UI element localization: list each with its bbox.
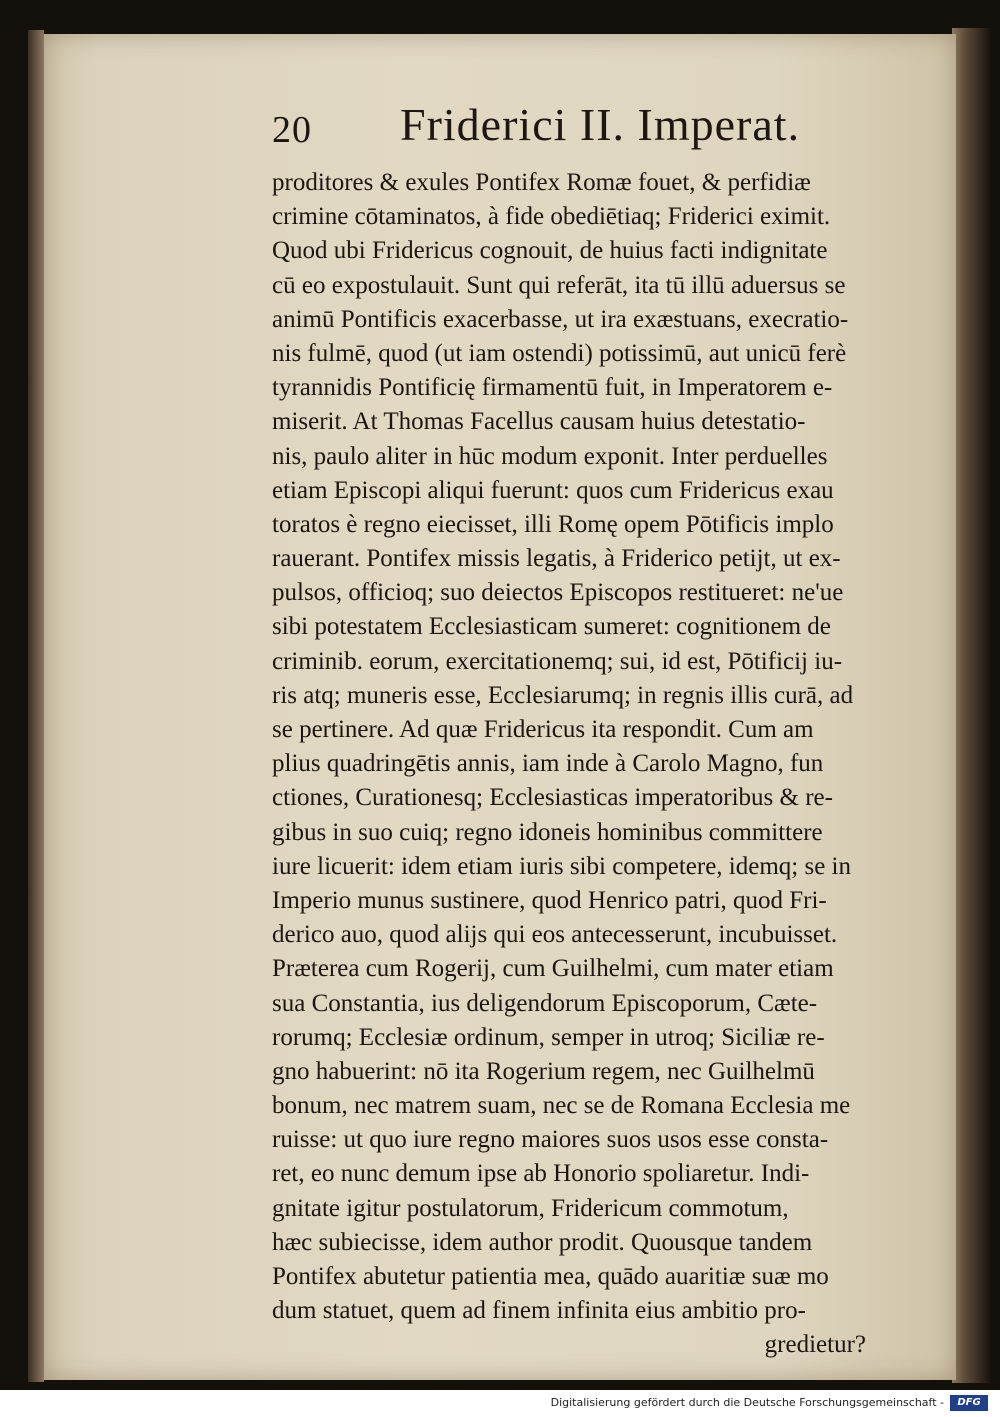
text-line: ctiones, Curationesq; Ecclesiasticas imperatoribus & re-	[272, 784, 833, 812]
text-line: Præterea cum Rogerij, cum Guilhelmi, cum mater etiam	[272, 955, 834, 983]
text-line: plius quadringētis annis, iam inde à Carolo Magno, fun	[272, 750, 824, 778]
text-line: hæc subiecisse, idem author prodit. Quousque tandem	[272, 1228, 813, 1256]
text-line: Imperio munus sustinere, quod Henrico patri, quod Fri-	[272, 886, 827, 914]
text-line: crimine cōtaminatos, à fide obediētiaq; Friderici eximit.	[272, 203, 831, 231]
text-line: proditores & exules Pontifex Romæ fouet, & perfidiæ	[272, 169, 811, 196]
text-line: Quod ubi Fridericus cognouit, de huius facti indignitate	[272, 237, 828, 265]
text-line: etiam Episcopi aliqui fuerunt: quos cum Fridericus exau	[272, 476, 834, 504]
text-line: tyrannidis Pontificię firmamentū fuit, in Imperatorem e-	[272, 374, 833, 402]
text-line: sibi potestatem Ecclesiasticam sumeret: cognitionem de	[272, 613, 831, 641]
text-line: ret, eo nunc demum ipse ab Honorio spoliaretur. Indi-	[272, 1160, 810, 1188]
text-line: se pertinere. Ad quæ Fridericus ita respondit. Cum am	[272, 716, 814, 743]
text-line: dum statuet, quem ad finem infinita eius ambitio pro-	[272, 1297, 806, 1325]
text-line: bonum, nec matrem suam, nec se de Romana Ecclesia me	[272, 1092, 851, 1120]
text-line: gibus in suo cuiq; regno idoneis hominibus committere	[272, 818, 823, 846]
fore-edge	[952, 28, 992, 1383]
text-line: toratos è regno eiecisset, illi Romę opem Pōtificis implo	[272, 510, 834, 538]
text-line: Pontifex abutetur patientia mea, quādo auaritiæ suæ mo	[272, 1263, 829, 1290]
text-line: criminib. eorum, exercitationemq; sui, id est, Pōtificij iu-	[272, 647, 843, 675]
digitization-credit: Digitalisierung gefördert durch die Deutsche Forschungsgemeinschaft -	[550, 1396, 944, 1409]
text-line: ruisse: ut quo iure regno maiores suos usos esse consta-	[272, 1126, 829, 1154]
text-line: gno habuerint: nō ita Rogerium regem, nec Guilhelmū	[272, 1057, 815, 1085]
text-line: gredietur?	[764, 1331, 866, 1359]
text-line: nis fulmē, quod (ut iam ostendi) potissimū, aut unicū ferè	[272, 339, 847, 367]
page-header	[272, 96, 872, 156]
text-line: derico auo, quod alijs qui eos antecesserunt, incubuisset.	[272, 921, 838, 949]
text-line: ris atq; muneris esse, Ecclesiarumq; in regnis illis curā, ad	[272, 681, 854, 709]
text-line: miserit. At Thomas Facellus causam huius detestatio-	[272, 408, 806, 436]
dfg-logo: DFG	[950, 1395, 988, 1411]
text-line: nis, paulo aliter in hūc modum exponit. Inter perduelles	[272, 442, 828, 470]
page-number: 20	[272, 109, 312, 151]
text-line: cū eo expostulauit. Sunt qui referāt, ita tū illū aduersus se	[272, 271, 846, 299]
text-line: sua Constantia, ius deligendorum Episcoporum, Cæte-	[272, 989, 818, 1017]
text-line: iure licuerit: idem etiam iuris sibi competere, idemq; se in	[272, 852, 852, 880]
body-text	[272, 166, 912, 1363]
text-line: rauerant. Pontifex missis legatis, à Friderico petijt, ut ex-	[272, 545, 841, 573]
text-line: rorumq; Ecclesiæ ordinum, semper in utroq; Siciliæ re-	[272, 1023, 825, 1051]
running-head: Friderici II. Imperat.	[400, 99, 801, 150]
binding-edge	[28, 30, 44, 1382]
text-line: animū Pontificis exacerbasse, ut ira exæstuans, execratio-	[272, 305, 849, 333]
text-line: pulsos, officioq; suo deiectos Episcopos restitueret: ne'ue	[272, 579, 844, 607]
text-line: gnitate igitur postulatorum, Fridericum commotum,	[272, 1194, 789, 1222]
footer-bar	[0, 1390, 1000, 1417]
